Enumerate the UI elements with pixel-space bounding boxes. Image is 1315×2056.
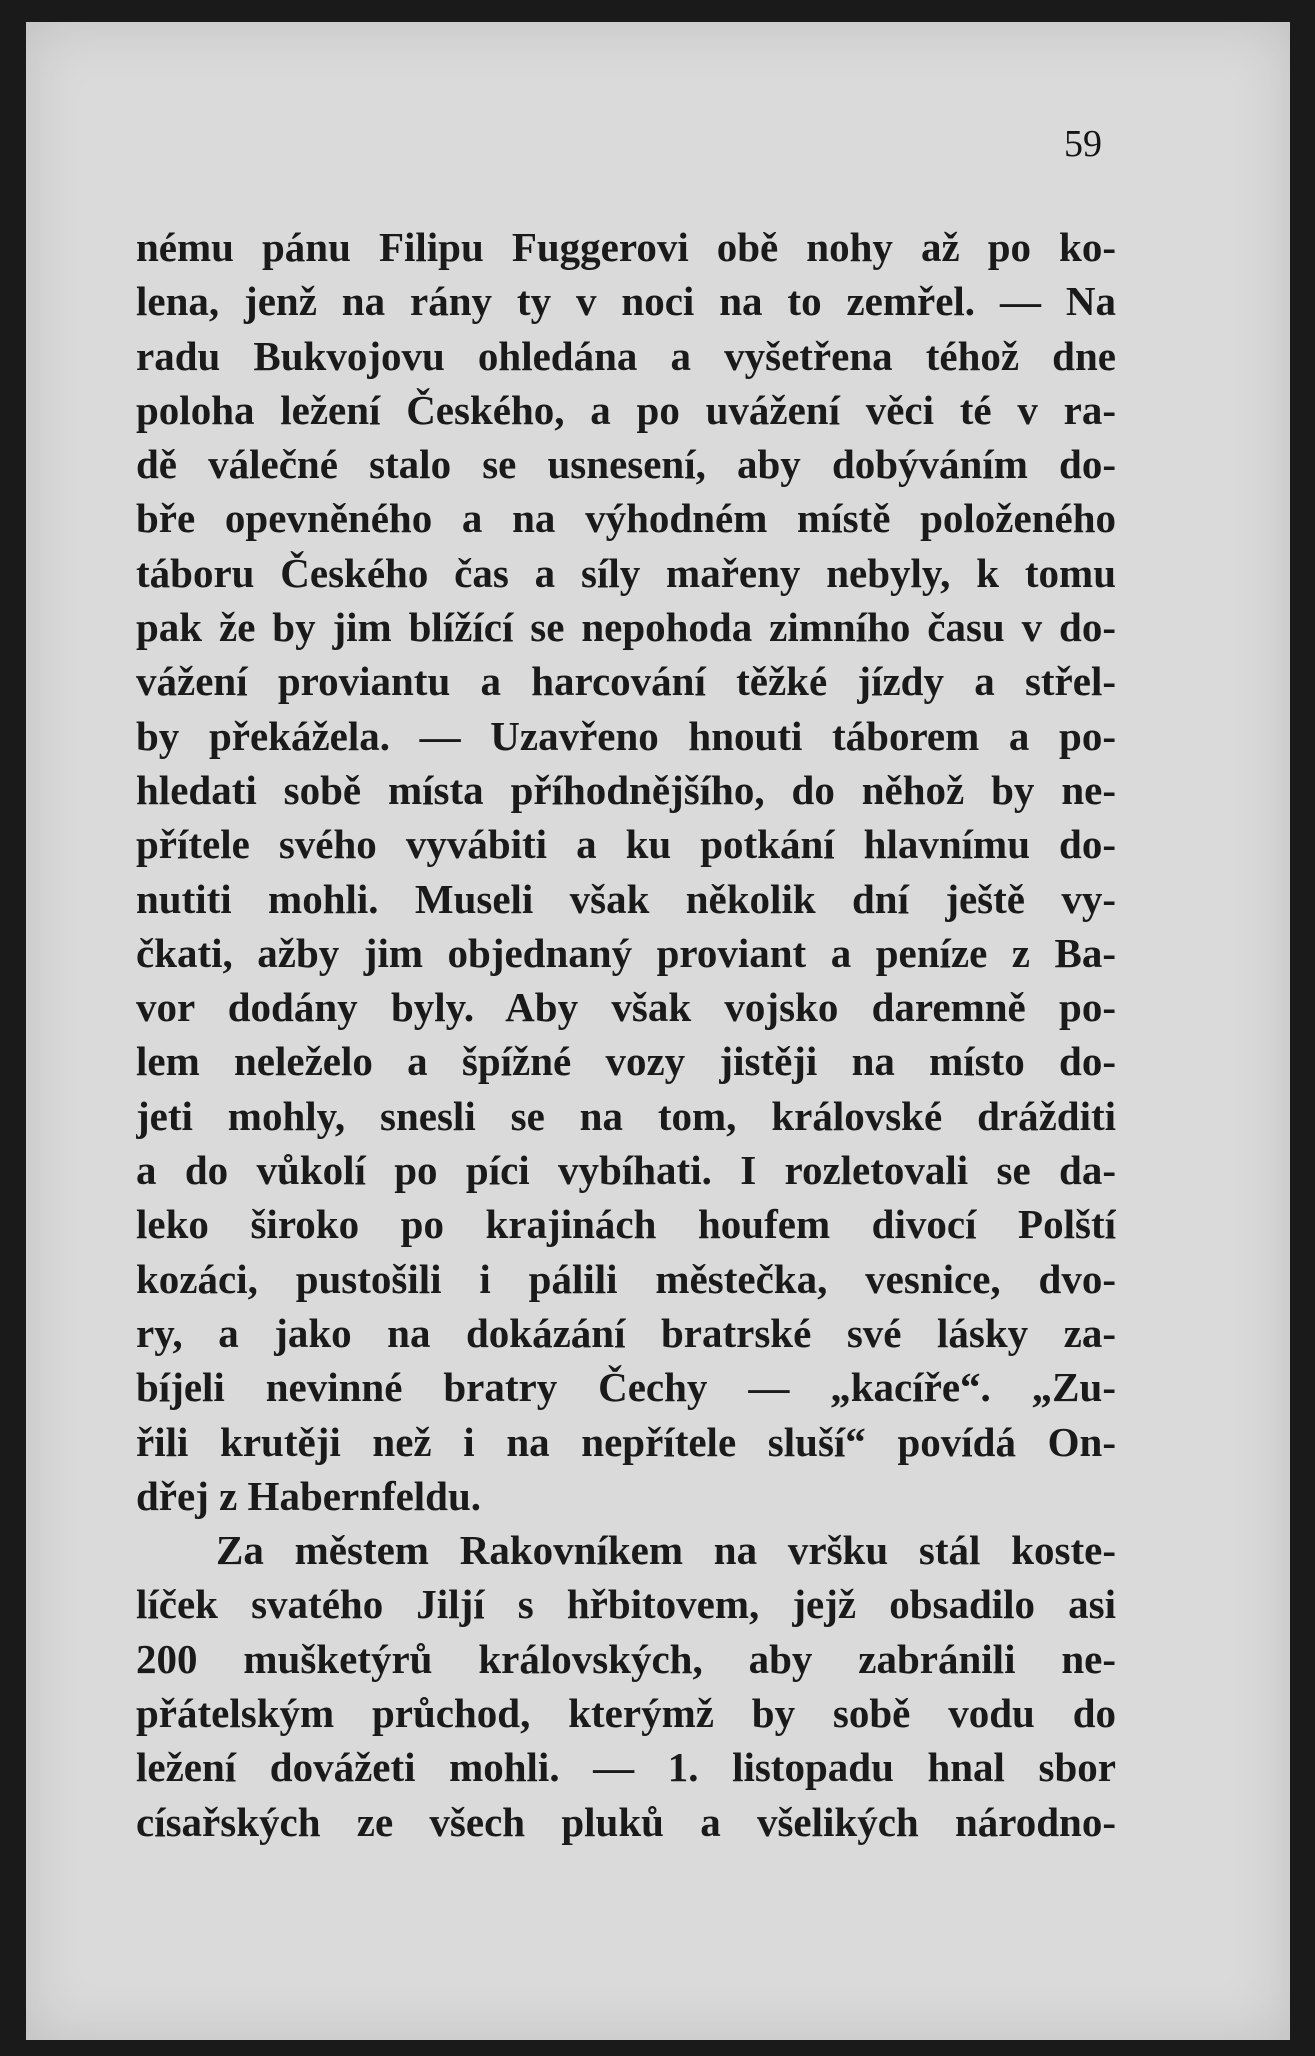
text-line: lena, jenž na rány ty v noci na to zemřel. — Na — [136, 278, 1116, 325]
text-line: táboru Českého čas a síly mařeny nebyly, k tomu — [136, 549, 1116, 596]
text-line-paragraph-start: Za městem Rakovníkem na vršku stál koste- — [216, 1527, 1116, 1574]
text-line: bíjeli nevinné bratry Čechy — „kacíře“. „Zu- — [136, 1364, 1116, 1411]
text-line: ležení dovážeti mohli. — 1. listopadu hnal sbor — [136, 1744, 1116, 1791]
text-line: by překážela. — Uzavřeno hnouti táborem a po- — [136, 712, 1116, 759]
text-line: líček svatého Jiljí s hřbitovem, jejž obsadilo asi — [136, 1581, 1116, 1628]
text-line: řili krutěji než i na nepřítele sluší“ povídá On- — [136, 1418, 1116, 1465]
text-line: přítele svého vyvábiti a ku potkání hlavnímu do- — [136, 821, 1116, 868]
text-line: ry, a jako na dokázání bratrské své lásky za- — [136, 1309, 1116, 1356]
text-line: nutiti mohli. Museli však několik dní ještě vy- — [136, 875, 1116, 922]
text-line: vážení proviantu a harcování těžké jízdy a střel- — [136, 658, 1116, 705]
text-line: 200 mušketýrů královských, aby zabránili ne- — [136, 1635, 1116, 1682]
text-line: čkati, ažby jim objednaný proviant a peníze z Ba- — [136, 929, 1116, 976]
text-line: radu Bukvojovu ohledána a vyšetřena téhož dne — [136, 332, 1116, 379]
text-line: císařských ze všech pluků a všelikých národno- — [136, 1798, 1116, 1845]
text-line: leko široko po krajinách houfem divocí Polští — [136, 1201, 1116, 1248]
text-line: dě válečné stalo se usnesení, aby dobýváním do- — [136, 441, 1116, 488]
text-line: lem neleželo a špížné vozy jistěji na místo do- — [136, 1038, 1116, 1085]
text-line: vor dodány byly. Aby však vojsko daremně po- — [136, 984, 1116, 1031]
text-line: kozáci, pustošili i pálili městečka, vesnice, dvo- — [136, 1255, 1116, 1302]
text-line: nému pánu Filipu Fuggerovi obě nohy až po ko- — [136, 224, 1116, 270]
text-line-paragraph-end: dřej z Habernfeldu. — [136, 1472, 482, 1519]
page-number: 59 — [1064, 123, 1102, 165]
text-line: bře opevněného a na výhodném místě položeného — [136, 495, 1116, 542]
text-line: a do vůkolí po píci vybíhati. I rozletovali se da- — [136, 1147, 1116, 1194]
text-line: přátelským průchod, kterýmž by sobě vodu do — [136, 1690, 1116, 1737]
text-line: pak že by jim blížící se nepohoda zimního času v do- — [136, 604, 1116, 651]
text-line: poloha ležení Českého, a po uvážení věci té v ra- — [136, 386, 1116, 433]
book-page — [26, 22, 1290, 2040]
text-line: hledati sobě místa příhodnějšího, do něhož by ne- — [136, 766, 1116, 813]
body-text — [136, 220, 1116, 1849]
text-line: jeti mohly, snesli se na tom, královské drážditi — [136, 1092, 1116, 1139]
